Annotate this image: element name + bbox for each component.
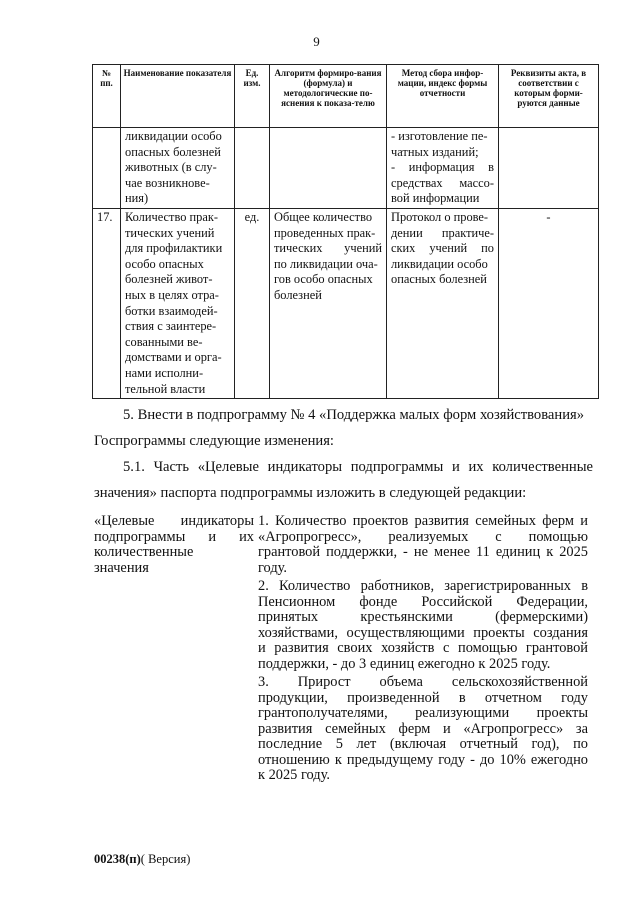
header-requisites: Реквизиты акта, в соответствии с которым форми-руются данные	[499, 65, 599, 128]
cell-number: 17.	[93, 208, 121, 398]
passport-label	[94, 514, 254, 576]
cell-method	[387, 208, 499, 398]
header-method: Метод сбора инфор-мации, индекс формы отчетности	[387, 65, 499, 128]
cell-line: проведенных прак-	[274, 225, 376, 240]
cell-line: Общее количество	[274, 209, 373, 224]
cell-line: тических учений	[125, 225, 215, 240]
cell-indicator-name	[121, 208, 235, 398]
indicator-line: хозяйствами, осуществляющими проекты создания	[258, 624, 588, 641]
header-algorithm: Алгоритм формиро-вания (формула) и методологические по-яснения к показа-телю	[270, 65, 387, 128]
document-code: 00238(п)	[94, 852, 141, 866]
cell-line: Количество прак-	[125, 209, 218, 224]
cell-line: ликвидации особо	[391, 256, 488, 271]
passport-label-line: подпрограммы и их	[94, 528, 254, 545]
passport-label-line: «Целевые индикаторы	[94, 513, 254, 529]
paragraph-amendment-5-1: 5.1. Часть «Целевые индикаторы подпрограммы и их количественные	[123, 459, 593, 475]
cell-line: - информация в	[391, 160, 494, 175]
cell-line: дении практиче-	[391, 225, 494, 240]
cell-line: болезней	[274, 287, 322, 302]
table-row-continuation	[93, 128, 599, 209]
cell-line: болезней живот-	[125, 272, 213, 287]
cell-unit: ед.	[235, 208, 270, 398]
indicator-line: Пенсионном фонде Российской Федерации,	[258, 593, 588, 610]
cell-line: опасных болезней	[125, 144, 221, 159]
cell-indicator-name	[121, 128, 235, 209]
indicator-item-3	[258, 675, 588, 784]
paragraph-amendment-5-1-cont: значения» паспорта подпрограммы изложить в следующей редакции:	[94, 485, 527, 501]
table-header-row	[93, 65, 599, 128]
document-footer	[94, 852, 190, 867]
cell-algorithm	[270, 208, 387, 398]
cell-line: чатных изданий;	[391, 144, 479, 159]
cell-line: ния)	[125, 191, 149, 206]
cell-line: чае возникнове-	[125, 175, 210, 190]
cell-line: ликвидации особо	[125, 129, 222, 143]
cell-line: животных (в слу-	[125, 160, 217, 175]
cell-line: Протокол о прове-	[391, 209, 489, 224]
indicator-line: 1. Количество проектов развития семейных ферм и	[258, 513, 588, 529]
cell-line: особо опасных	[125, 256, 204, 271]
header-indicator-name: Наименование показателя	[121, 65, 235, 128]
indicators-table	[92, 64, 599, 399]
cell-line: вой информации	[391, 191, 480, 206]
passport-indicators	[258, 514, 588, 787]
indicator-item-2	[258, 579, 588, 672]
cell-line: средствах массо-	[391, 175, 494, 190]
indicator-line: поддержки, - до 3 единиц ежегодно к 2025 году.	[258, 655, 551, 672]
indicator-line: 2. Количество работников, зарегистрированных в	[258, 578, 588, 594]
indicator-line: последние 5 лет (включая отчетный год), по	[258, 736, 588, 752]
indicator-line: и развития своих хозяйств с помощью грантовой	[258, 640, 588, 656]
cell-number	[93, 128, 121, 209]
cell-line: опасных болезней	[391, 272, 487, 287]
cell-line: ботки взаимодей-	[125, 303, 218, 318]
cell-requisites: -	[499, 208, 599, 398]
cell-line: тических учений	[274, 241, 382, 256]
cell-line: гов особо опасных	[274, 272, 373, 287]
cell-line: сованными ве-	[125, 334, 203, 349]
cell-line: по ликвидации оча-	[274, 256, 378, 271]
cell-requisites	[499, 128, 599, 209]
cell-method	[387, 128, 499, 209]
indicator-line: развития семейных ферм и «Агропрогресс» за	[258, 720, 588, 737]
indicator-line: грантовой поддержки, - не менее 11 единиц к 2025	[258, 544, 588, 560]
cell-line: ских учений по	[391, 241, 494, 256]
indicator-line: продукции, произведенной в отчетном году	[258, 689, 588, 706]
table-row-17	[93, 208, 599, 398]
header-unit: Ед. изм.	[235, 65, 270, 128]
cell-line: нами исполни-	[125, 365, 204, 380]
paragraph-amendment-5-cont: Госпрограммы следующие изменения:	[94, 433, 334, 449]
indicator-line: году.	[258, 559, 287, 576]
cell-line: для профилактики	[125, 241, 223, 256]
paragraph-amendment-5: 5. Внести в подпрограмму № 4 «Поддержка малых форм хозяйствования»	[123, 407, 585, 423]
version-label: ( Версия)	[140, 852, 191, 866]
indicator-line: «Агропрогресс», реализуемых с помощью	[258, 528, 588, 545]
indicator-line: принятых крестьянскими (фермерскими)	[258, 609, 588, 625]
cell-line: ных в целях отра-	[125, 287, 219, 302]
indicator-line: отношению к предыдущему году - до 10% ежегодно	[258, 751, 588, 768]
indicator-line: к 2025 году.	[258, 767, 330, 783]
page-number: 9	[313, 34, 320, 49]
passport-label-line: количественные	[94, 544, 194, 560]
header-number: № пп.	[93, 65, 121, 128]
passport-label-line: значения	[94, 559, 149, 576]
cell-line: тельной власти	[125, 381, 206, 396]
indicator-line: грантополучателями, реализующими проекты	[258, 705, 588, 721]
cell-line: - изготовление пе-	[391, 129, 488, 143]
cell-line: домствами и орга-	[125, 350, 222, 365]
indicator-line: 3. Прирост объема сельскохозяйственной	[258, 674, 588, 690]
cell-algorithm	[270, 128, 387, 209]
indicator-item-1	[258, 514, 588, 576]
cell-unit	[235, 128, 270, 209]
cell-line: ствия с заинтере-	[125, 319, 217, 334]
